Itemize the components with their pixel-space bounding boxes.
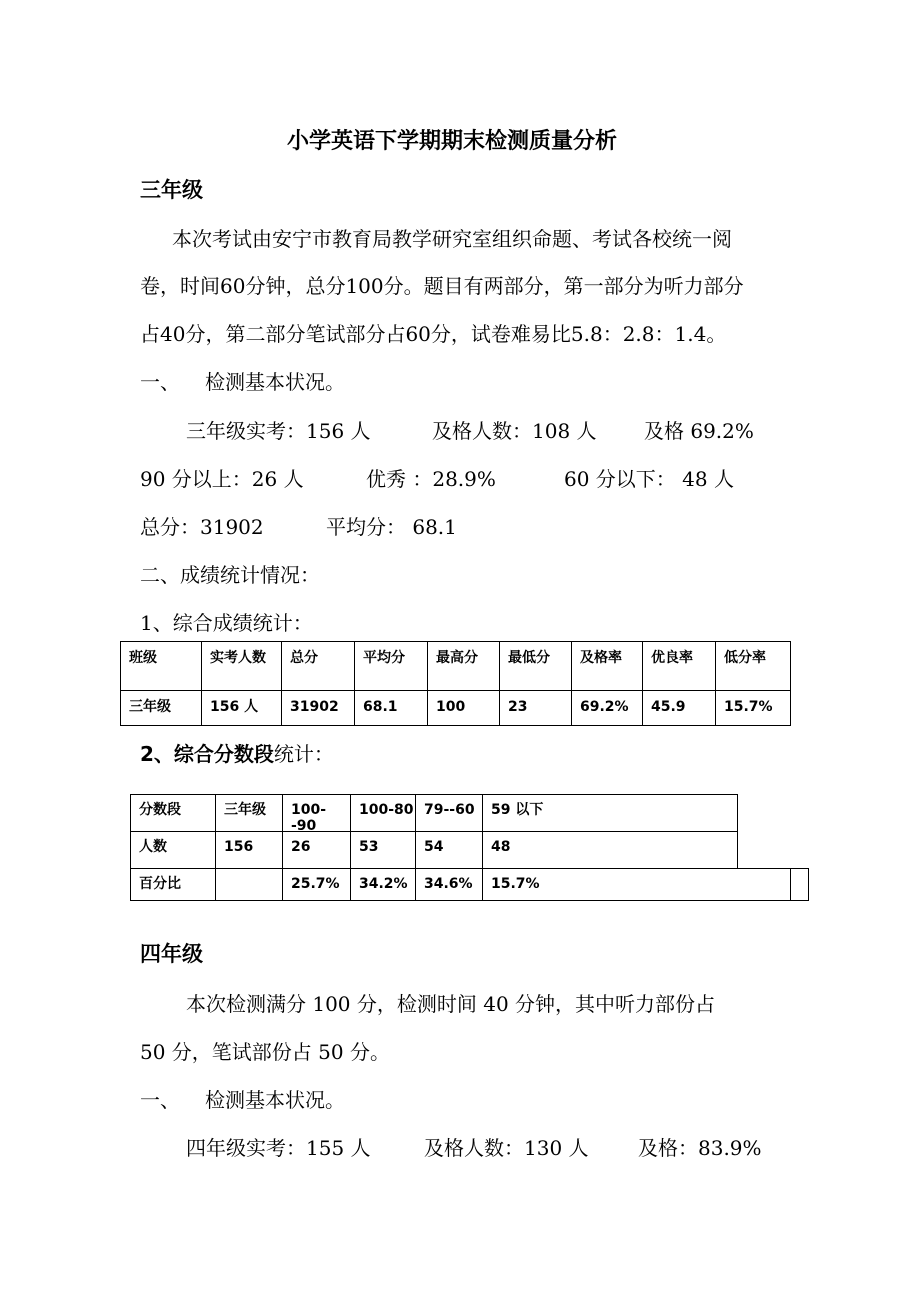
table-cell: 34.6% [415,868,483,901]
grade3-sub1-title: 1、综合成绩统计： [140,611,313,635]
table-cell: 34.2% [350,868,416,901]
table-header-cell: 平均分 [355,642,428,691]
grade3-sub2-rest: 统计： [273,742,334,766]
grade3-sub2-bold: 2、综合分数段 [140,742,274,766]
grade3-intro-line-3: 占40分，第二部分笔试部分占60分，试卷难易比5.8：2.8：1.4。 [140,322,727,346]
grade4-section1-title: 检测基本状况。 [205,1088,345,1112]
table-row [121,691,791,726]
table-cell: 31902 [282,691,355,726]
table-cell: 156 人 [202,691,282,726]
grade3-heading: 三年级 [140,178,203,202]
table-cell: 54 [415,831,483,869]
grade3-stat-pass-count: 及格人数：108 人 [432,419,597,443]
table-cell: 25.7% [282,868,351,901]
table-cell: 68.1 [355,691,428,726]
table-cell: 15.7% [482,868,791,901]
table-header-cell: 总分 [282,642,355,691]
table-cell: 53 [350,831,416,869]
grade3-stat-average: 平均分： 68.1 [326,515,457,539]
table-header-cell: 实考人数 [202,642,282,691]
table-cell: 45.9 [643,691,716,726]
grade3-stat-excellent: 优秀 ：28.9% [366,467,496,491]
table-cell: 人数 [130,831,216,869]
table-cell: 三年级 [215,794,283,832]
grade3-section1-number: 一、 [140,370,180,394]
grade3-section2-title: 二、成绩统计情况： [140,563,320,587]
grade3-section1-title: 检测基本状况。 [205,370,345,394]
grade4-intro-line-1: 本次检测满分 100 分，检测时间 40 分钟，其中听力部份占 [186,992,716,1016]
table-header-cell: 最低分 [500,642,572,691]
table-cell: 百分比 [130,868,216,901]
grade4-stat-pass-rate: 及格：83.9% [638,1136,762,1160]
table-cell: 100-80 [350,794,416,832]
table-cell: 100 [428,691,500,726]
table-cell: 69.2% [572,691,643,726]
table-cell [215,868,283,901]
table-cell: 分数段 [130,794,216,832]
grade3-stat-actual: 三年级实考：156 人 [186,419,371,443]
grade4-stat-pass-count: 及格人数：130 人 [424,1136,589,1160]
table-cell: 48 [482,831,738,869]
table-header-row [121,642,791,691]
table-cell: 156 [215,831,283,869]
table-header-cell: 及格率 [572,642,643,691]
table-header-cell: 优良率 [643,642,716,691]
table-cell: 59 以下 [482,794,738,832]
table-header-cell: 班级 [121,642,202,691]
table-cell: 23 [500,691,572,726]
grade4-intro-line-2: 50 分，笔试部份占 50 分。 [140,1040,390,1064]
grade3-stat-pass-rate: 及格 69.2% [644,419,754,443]
table-cell: 26 [282,831,351,869]
table-cell-empty [790,868,809,901]
table-cell: 三年级 [121,691,202,726]
table-cell: 100--90 [282,794,351,832]
grade3-stat-total: 总分：31902 [140,515,264,539]
grade3-intro-line-1: 本次考试由安宁市教育局教学研究室组织命题、考试各校统一阅 [172,227,732,251]
page-title: 小学英语下学期期末检测质量分析 [287,129,618,154]
grade3-stat-below60: 60 分以下： 48 人 [564,467,734,491]
grade4-section1-number: 一、 [140,1088,180,1112]
table-cell: 15.7% [716,691,791,726]
grade3-stat-above90: 90 分以上：26 人 [140,467,304,491]
grade4-stat-actual: 四年级实考：155 人 [186,1136,371,1160]
grade3-intro-line-2: 卷，时间60分钟，总分100分。题目有两部分，第一部分为听力部分 [140,274,744,298]
table-header-cell: 低分率 [716,642,791,691]
grade4-heading: 四年级 [140,942,203,966]
table-header-cell: 最高分 [428,642,500,691]
table-cell: 79--60 [415,794,483,832]
score-summary-table [120,641,791,726]
grade3-sub2-title [140,738,334,767]
